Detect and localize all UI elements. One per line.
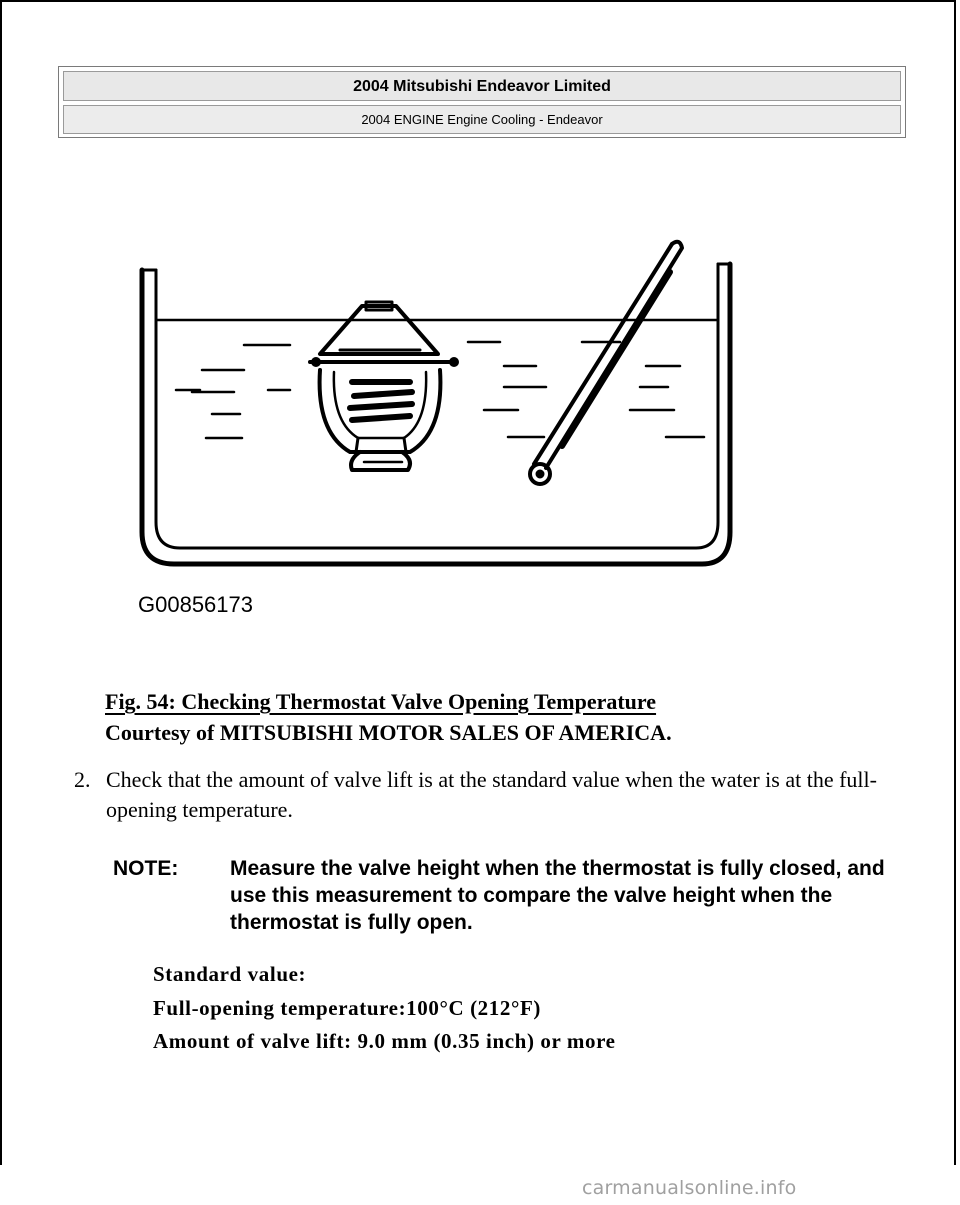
figure-caption-title: Fig. 54: Checking Thermostat Valve Opening Temperature	[105, 689, 657, 714]
spec-valve-lift: Amount of valve lift: 9.0 mm (0.35 inch) or more	[153, 1029, 616, 1053]
header-subtitle: 2004 ENGINE Engine Cooling - Endeavor	[63, 105, 901, 134]
page-border-top	[0, 0, 956, 2]
step-number: 2.	[74, 767, 91, 792]
figure-caption	[105, 686, 672, 748]
document-header	[58, 66, 906, 138]
note-text: Measure the valve height when the thermostat is fully closed, and use this measurement to compare the valve height when the thermostat is fully open.	[230, 857, 885, 934]
spec-full-opening-temperature: Full-opening temperature:100°C (212°F)	[153, 996, 541, 1020]
figure-code: G00856173	[138, 592, 253, 617]
thermometer	[530, 242, 682, 484]
step-text: Check that the amount of valve lift is at the standard value when the water is at the full-opening temperature.	[106, 767, 877, 822]
thermostat-test-illustration	[120, 232, 745, 627]
spec-heading: Standard value:	[153, 962, 307, 986]
page-border-right	[954, 0, 956, 1165]
footer-watermark[interactable]: carmanualsonline.info	[582, 1177, 797, 1199]
page-border-left	[0, 0, 2, 1165]
figure-caption-courtesy: Courtesy of MITSUBISHI MOTOR SALES OF AMERICA.	[105, 720, 672, 745]
header-title: 2004 Mitsubishi Endeavor Limited	[63, 71, 901, 101]
note-label: NOTE:	[113, 857, 179, 880]
thermostat	[310, 302, 457, 470]
